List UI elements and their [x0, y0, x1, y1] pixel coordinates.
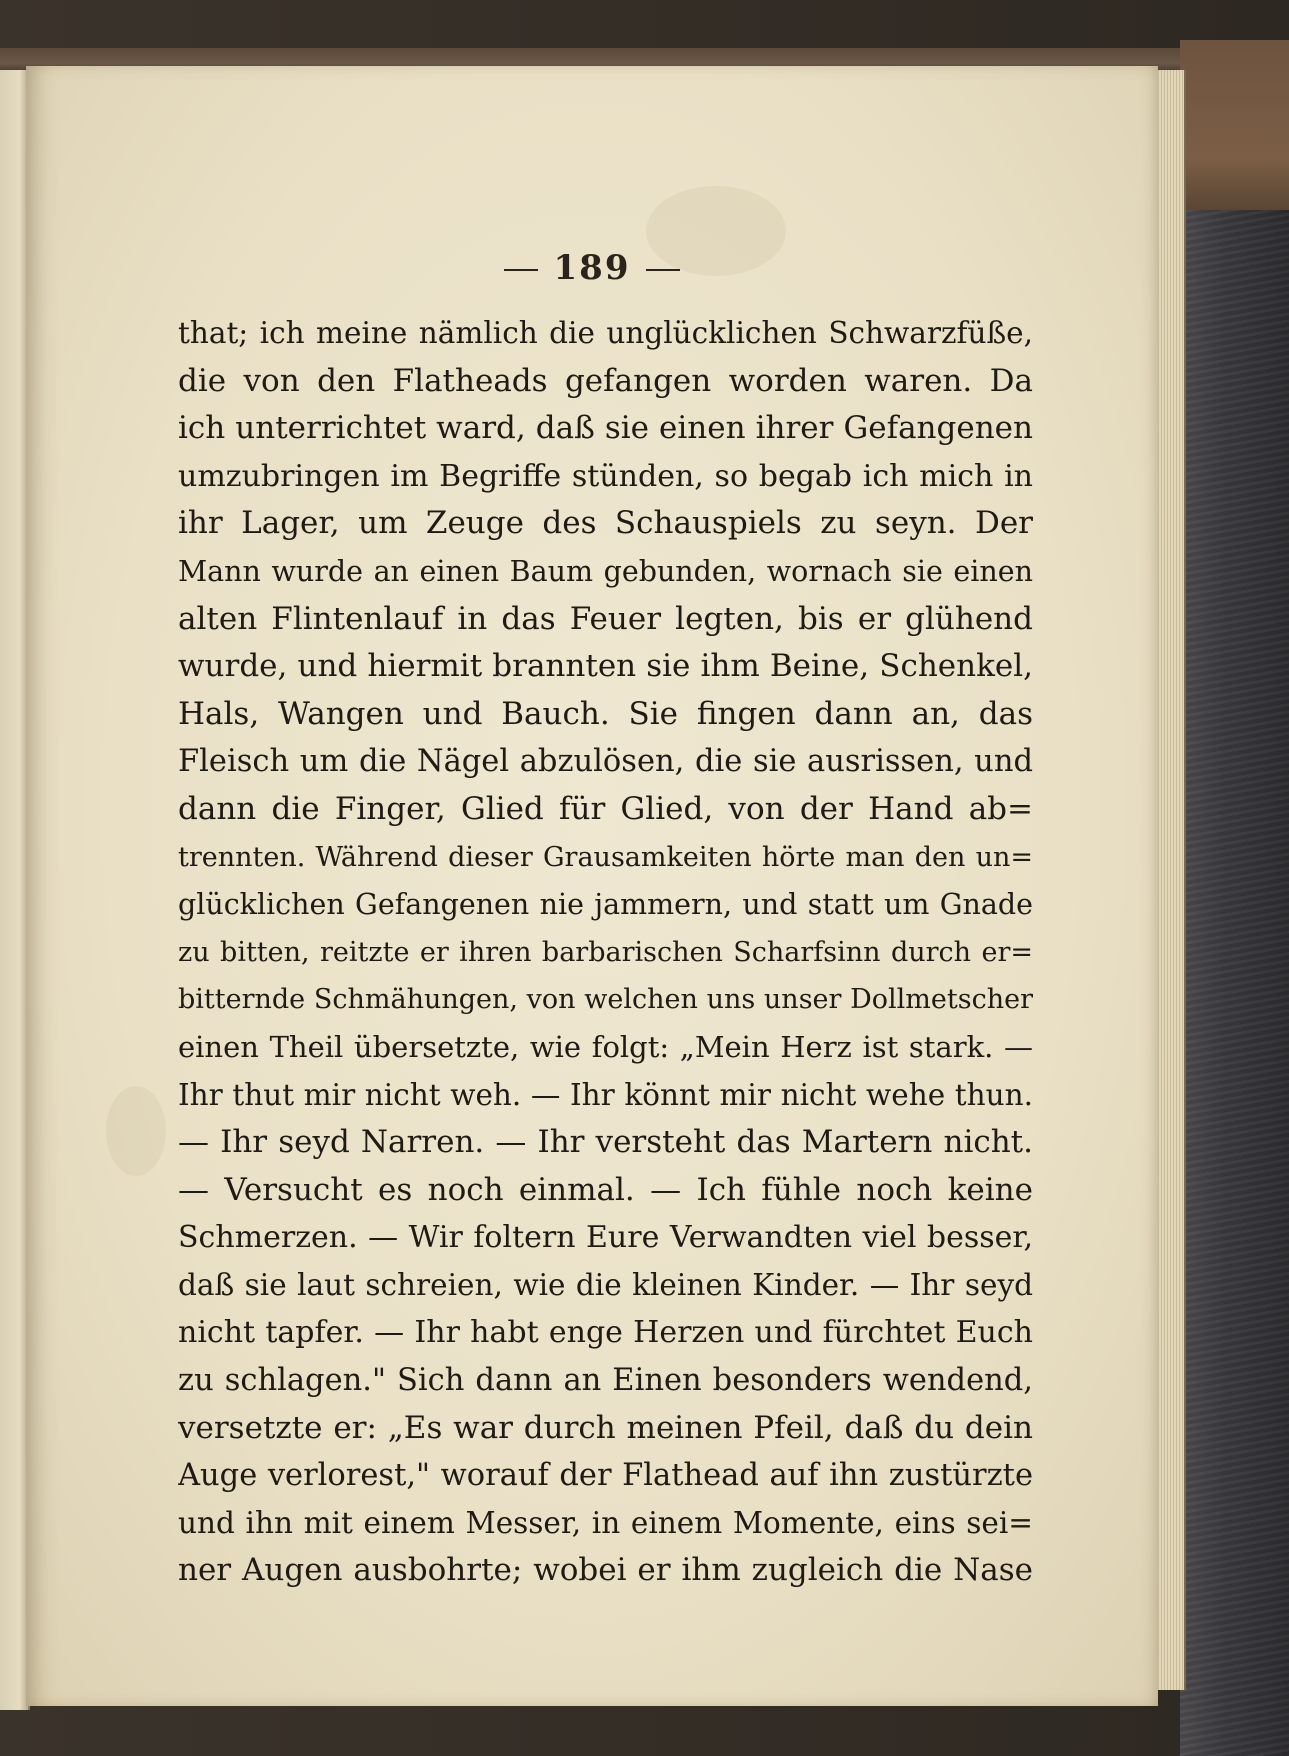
text-line: glücklichen Gefangenen nie jammern, und statt um Gnade: [178, 888, 1033, 922]
text-line: Fleisch um die Nägel abzulösen, die sie ausrissen, und: [178, 744, 1033, 780]
text-line: wurde, und hiermit brannten sie ihm Beine, Schenkel,: [178, 648, 1033, 685]
text-line: versetzte er: „Es war durch meinen Pfeil, daß du dein: [178, 1409, 1033, 1446]
text-line: trennten. Während dieser Grausamkeiten hörte man den un=: [178, 841, 1033, 873]
text-line: Mann wurde an einen Baum gebunden, wornach sie einen: [178, 554, 1033, 588]
text-line: — Ihr seyd Narren. — Ihr versteht das Martern nicht.: [178, 1124, 1033, 1161]
text-line: bitternde Schmähungen, von welchen uns unser Dollmetscher: [178, 984, 1033, 1016]
text-line: Ihr thut mir nicht weh. — Ihr könnt mir nicht wehe thun.: [178, 1077, 1033, 1112]
body-text: [178, 310, 1033, 1595]
text-line: alten Flintenlauf in das Feuer legten, bis er glühend: [178, 600, 1033, 637]
cover-leather-corner: [1180, 40, 1289, 210]
text-line: Schmerzen. — Wir foltern Eure Verwandten viel besser,: [178, 1220, 1033, 1256]
text-line: und ihn mit einem Messer, in einem Momente, eins sei=: [178, 1505, 1033, 1540]
text-line: zu bitten, reitzte er ihren barbarischen Scharfsinn durch er=: [178, 936, 1033, 968]
text-line: ihr Lager, um Zeuge des Schauspiels zu seyn. Der: [178, 505, 1033, 542]
text-line: ich unterrichtet ward, daß sie einen ihrer Gefangenen: [178, 410, 1033, 447]
book-page: [26, 66, 1158, 1706]
right-cover-board: [1180, 40, 1289, 1756]
text-line: — Versucht es noch einmal. — Ich fühle noch keine: [178, 1171, 1033, 1208]
text-line: die von den Flatheads gefangen worden waren. Da: [178, 362, 1033, 399]
text-line: zu schlagen." Sich dann an Einen besonders wendend,: [178, 1363, 1033, 1399]
text-line: nicht tapfer. — Ihr habt enge Herzen und fürchtet Euch: [178, 1315, 1033, 1351]
text-line: dann die Finger, Glied für Glied, von der Hand ab=: [178, 790, 1033, 827]
text-line: ner Augen ausbohrte; wobei er ihm zugleich die Nase: [178, 1552, 1033, 1589]
text-line: Auge verlorest," worauf der Flathead auf ihn zustürzte: [178, 1458, 1033, 1494]
page-number: 189: [553, 248, 631, 288]
paper-stain: [106, 1086, 166, 1176]
text-line: einen Theil übersetzte, wie folgt: „Mein Herz ist stark. —: [178, 1029, 1033, 1064]
header-dash-left: [504, 269, 538, 271]
page-number-header: [26, 248, 1158, 288]
text-line: Hals, Wangen und Bauch. Sie fingen dann an, das: [178, 695, 1033, 732]
text-line: that; ich meine nämlich die unglücklichen Schwarzfüße,: [178, 316, 1033, 350]
text-line: daß sie laut schreien, wie die kleinen Kinder. — Ihr seyd: [178, 1267, 1033, 1302]
text-line: umzubringen im Begriffe stünden, so begab ich mich in: [178, 458, 1033, 494]
header-dash-right: [646, 269, 680, 271]
